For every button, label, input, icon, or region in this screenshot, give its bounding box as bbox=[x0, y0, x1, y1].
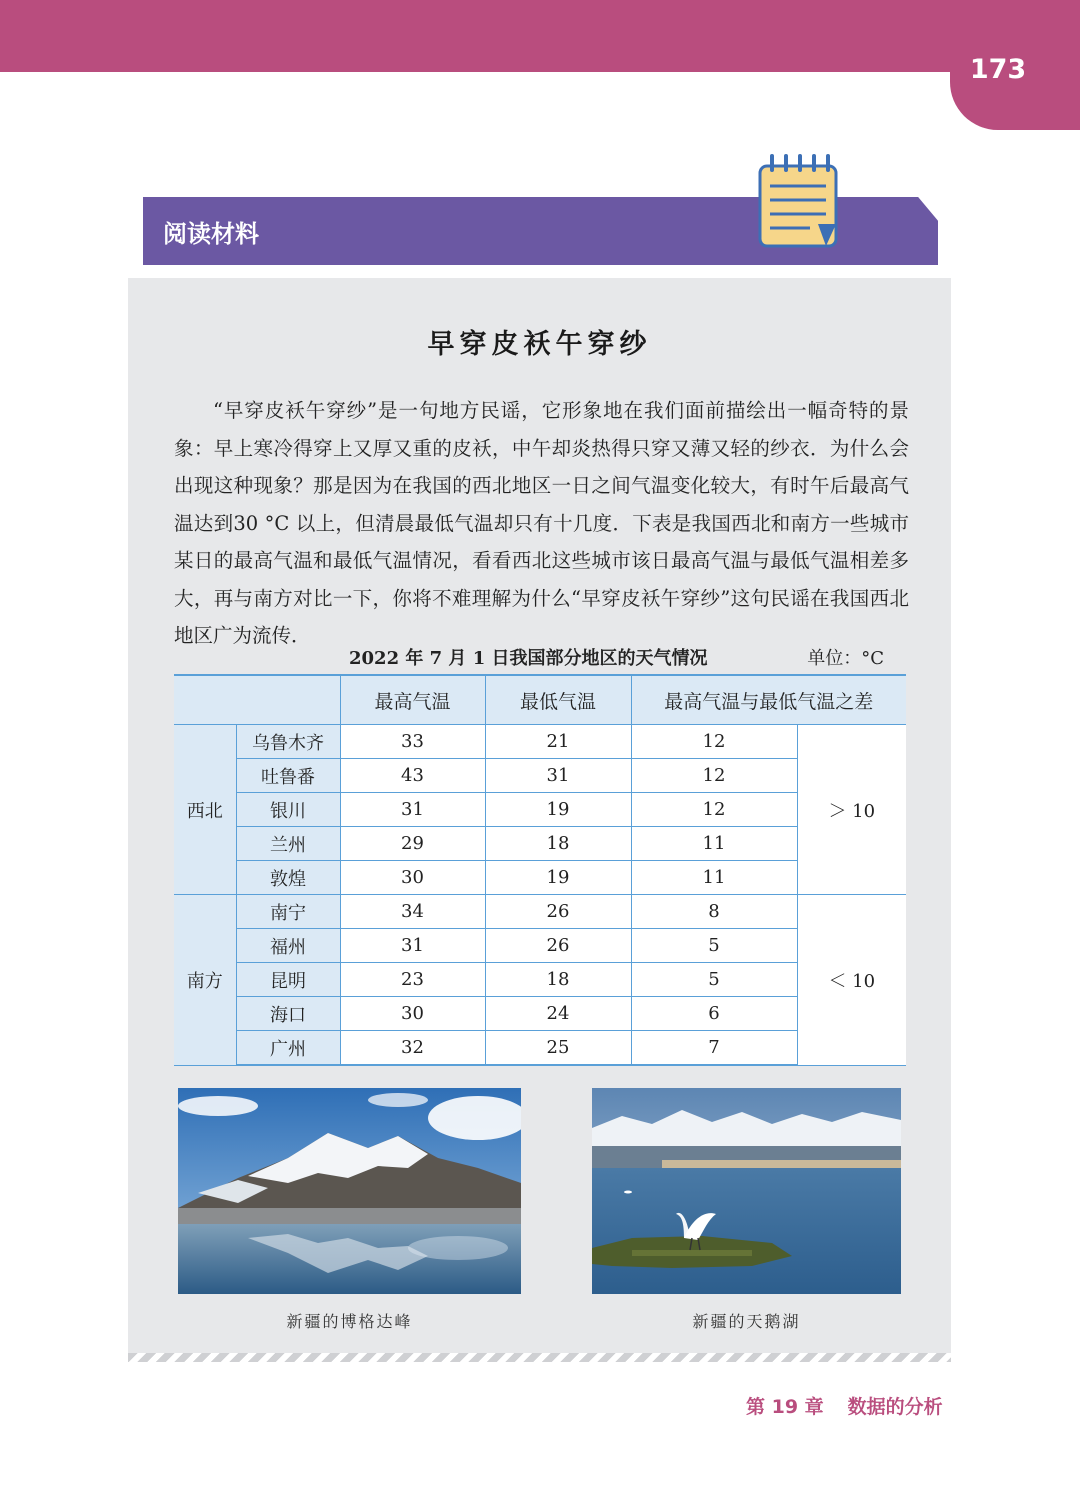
weather-table bbox=[174, 674, 906, 1066]
high-cell: 23 bbox=[340, 963, 485, 997]
city-cell: 兰州 bbox=[236, 827, 340, 861]
table-row bbox=[174, 997, 906, 1031]
header-diff: 最高气温与最低气温之差 bbox=[631, 675, 906, 725]
diff-cell: 11 bbox=[631, 827, 797, 861]
low-cell: 26 bbox=[485, 929, 631, 963]
diff-cell: 12 bbox=[631, 725, 797, 759]
table-row bbox=[174, 929, 906, 963]
table-unit: 单位：°C bbox=[807, 648, 884, 669]
region-cell: 西北 bbox=[174, 725, 236, 895]
diff-cell: 11 bbox=[631, 861, 797, 895]
high-cell: 31 bbox=[340, 929, 485, 963]
table-row bbox=[174, 1031, 906, 1066]
high-cell: 30 bbox=[340, 861, 485, 895]
low-cell: 24 bbox=[485, 997, 631, 1031]
header-blank bbox=[174, 675, 340, 725]
city-cell: 南宁 bbox=[236, 895, 340, 929]
table-row bbox=[174, 861, 906, 895]
notepad-icon bbox=[752, 152, 844, 252]
header-low: 最低气温 bbox=[485, 675, 631, 725]
high-cell: 30 bbox=[340, 997, 485, 1031]
table-row bbox=[174, 725, 906, 759]
city-cell: 昆明 bbox=[236, 963, 340, 997]
diff-cell: 6 bbox=[631, 997, 797, 1031]
swan-lake-photo bbox=[592, 1088, 901, 1294]
low-cell: 18 bbox=[485, 827, 631, 861]
comparison-cell: ＜ 10 bbox=[797, 895, 906, 1066]
low-cell: 31 bbox=[485, 759, 631, 793]
table-row bbox=[174, 827, 906, 861]
high-cell: 33 bbox=[340, 725, 485, 759]
city-cell: 福州 bbox=[236, 929, 340, 963]
diff-cell: 12 bbox=[631, 759, 797, 793]
article-paragraph: “早穿皮袄午穿纱”是一句地方民谣，它形象地在我们面前描绘出一幅奇特的景象：早上寒冷得穿上又厚又重的皮袄，中午却炎热得只穿又薄又轻的纱衣．为什么会出现这种现象？那是因为在我国的西北地区一日之间气温变化较大，有时午后最高气温达到30 °C 以上，但清晨最低气温却只有十几度．下表是我国西北和南方一些城市某日的最高气温和最低气温情况，看看西北这些城市该日最高气温与最低气温相差多大，再与南方对比一下，你将不难理解为什么“早穿皮袄午穿纱”这句民谣在我国西北地区广为流传． bbox=[174, 399, 909, 647]
low-cell: 21 bbox=[485, 725, 631, 759]
chapter-footer bbox=[746, 1392, 943, 1419]
high-cell: 29 bbox=[340, 827, 485, 861]
photo-caption: 新疆的博格达峰 bbox=[286, 1312, 413, 1331]
comparison-cell: ＞ 10 bbox=[797, 725, 906, 895]
article-title: 早穿皮袄午穿纱 bbox=[427, 329, 652, 360]
chapter-title: 数据的分析 bbox=[847, 1396, 943, 1418]
diff-cell: 8 bbox=[631, 895, 797, 929]
top-color-band bbox=[0, 0, 1080, 72]
table-row bbox=[174, 759, 906, 793]
city-cell: 银川 bbox=[236, 793, 340, 827]
page-number: 173 bbox=[969, 54, 1027, 85]
city-cell: 吐鲁番 bbox=[236, 759, 340, 793]
city-cell: 广州 bbox=[236, 1031, 340, 1066]
city-cell: 海口 bbox=[236, 997, 340, 1031]
table-header-row bbox=[174, 675, 906, 725]
table-row bbox=[174, 963, 906, 997]
photo-caption: 新疆的天鹅湖 bbox=[692, 1312, 801, 1331]
diff-cell: 5 bbox=[631, 929, 797, 963]
diff-cell: 5 bbox=[631, 963, 797, 997]
region-cell: 南方 bbox=[174, 895, 236, 1066]
low-cell: 19 bbox=[485, 861, 631, 895]
city-cell: 敦煌 bbox=[236, 861, 340, 895]
low-cell: 26 bbox=[485, 895, 631, 929]
section-title: 阅读材料 bbox=[163, 220, 259, 248]
dashed-divider bbox=[128, 1353, 951, 1362]
city-cell: 乌鲁木齐 bbox=[236, 725, 340, 759]
table-caption: 2022 年 7 月 1 日我国部分地区的天气情况 bbox=[349, 648, 708, 669]
bogda-peak-photo bbox=[178, 1088, 521, 1294]
high-cell: 31 bbox=[340, 793, 485, 827]
table-row bbox=[174, 895, 906, 929]
table-row bbox=[174, 793, 906, 827]
diff-cell: 7 bbox=[631, 1031, 797, 1066]
header-high: 最高气温 bbox=[340, 675, 485, 725]
chapter-number: 第 19 章 bbox=[746, 1396, 824, 1418]
diff-cell: 12 bbox=[631, 793, 797, 827]
low-cell: 19 bbox=[485, 793, 631, 827]
low-cell: 25 bbox=[485, 1031, 631, 1066]
high-cell: 43 bbox=[340, 759, 485, 793]
low-cell: 18 bbox=[485, 963, 631, 997]
high-cell: 34 bbox=[340, 895, 485, 929]
high-cell: 32 bbox=[340, 1031, 485, 1066]
